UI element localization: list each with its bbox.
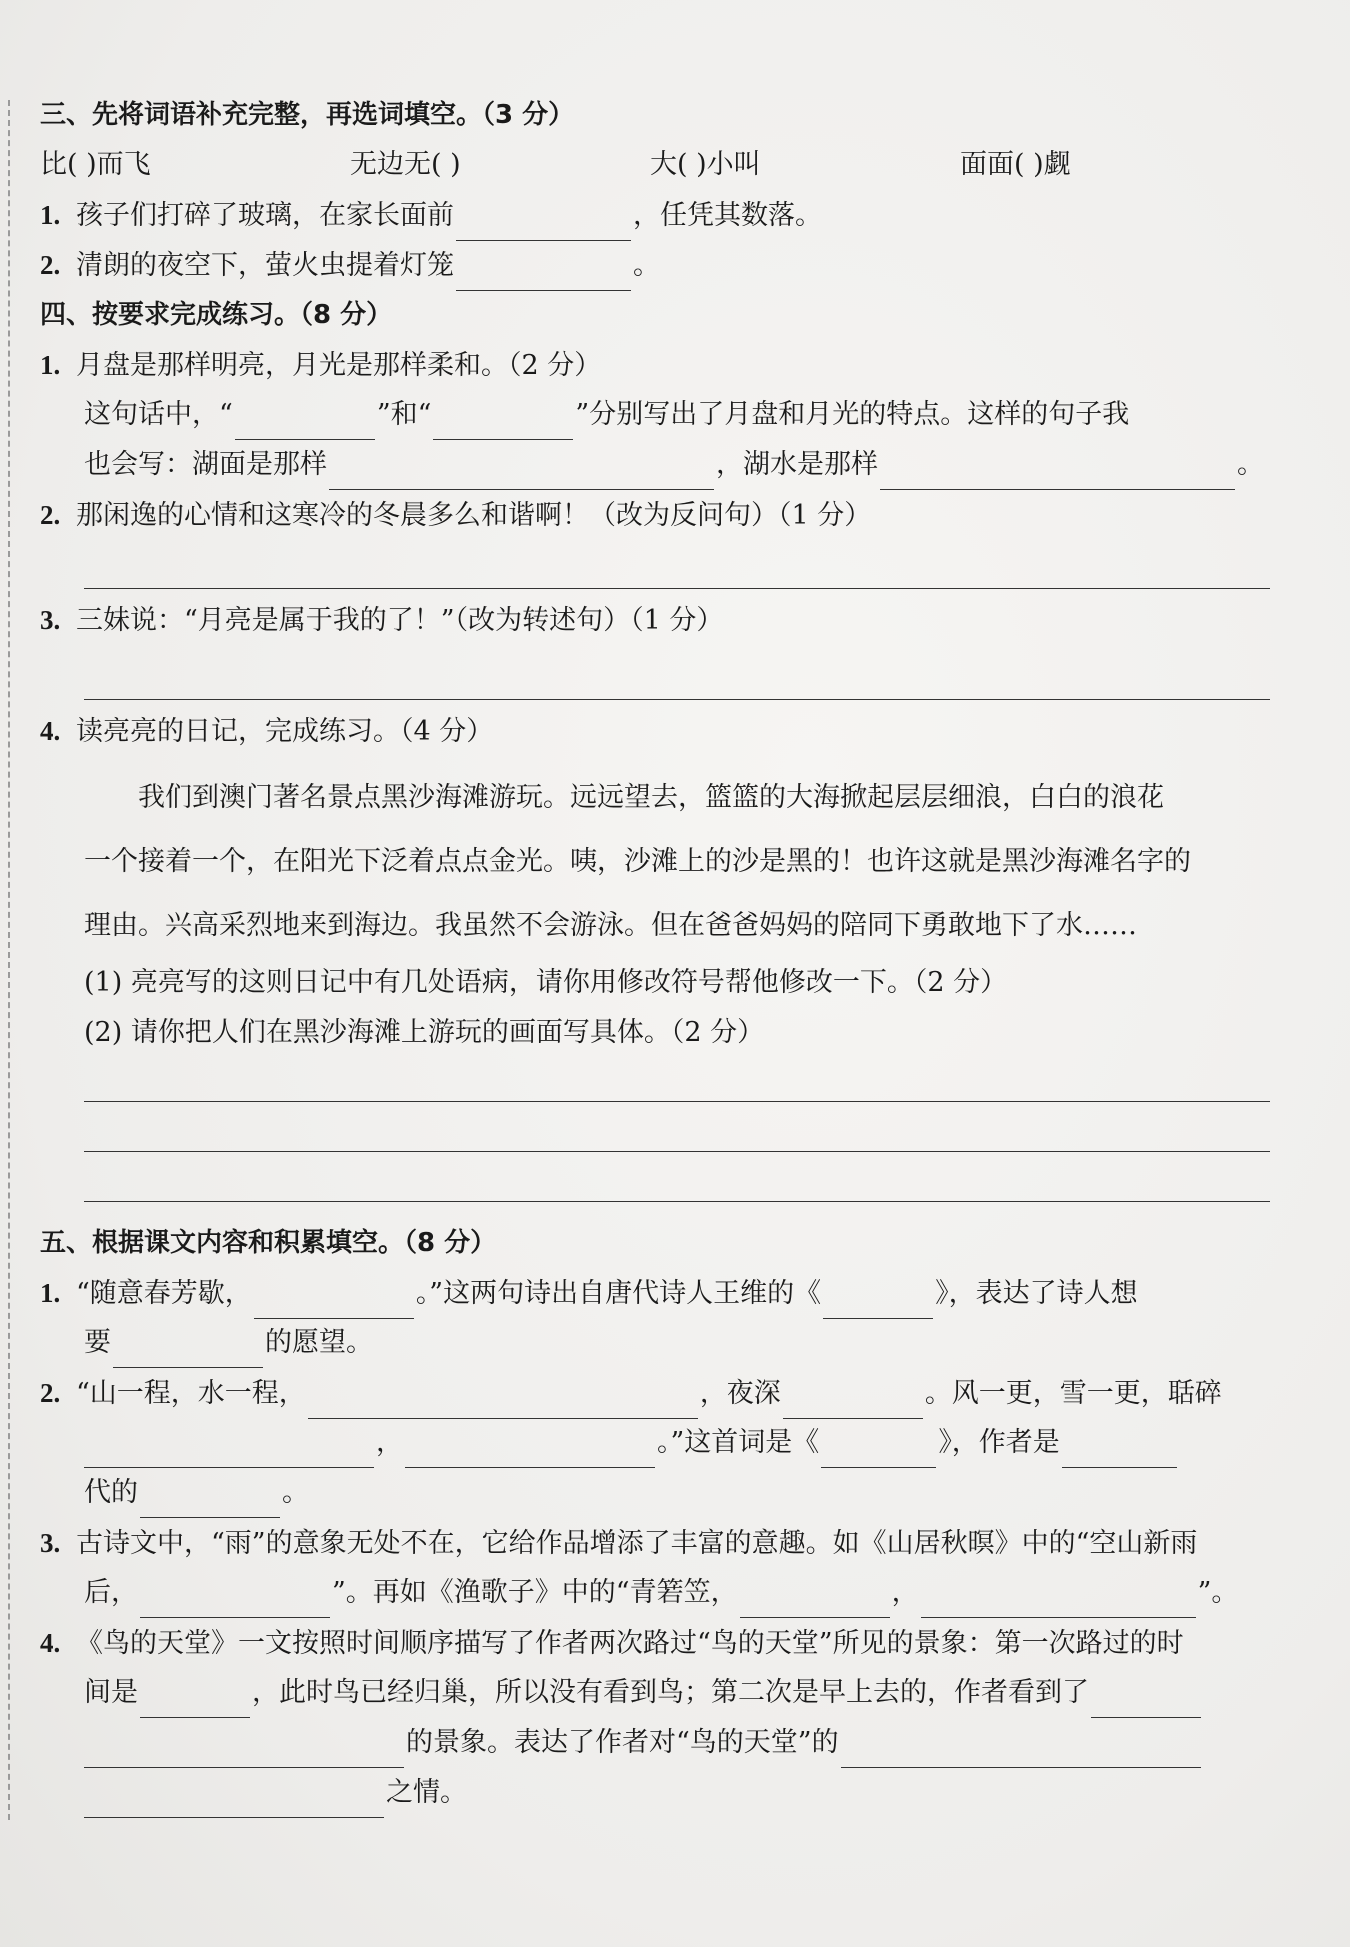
s5-q2-line2: ， 。”这首词是《 》，作者是: [40, 1418, 1270, 1468]
binding-margin-line: [8, 100, 10, 1820]
answer-blank[interactable]: [140, 1585, 330, 1618]
answer-blank[interactable]: [823, 1286, 933, 1319]
answer-line[interactable]: [40, 1108, 1270, 1158]
diary-line-2: 一个接着一个，在阳光下泛着点点金光。咦，沙滩上的沙是黑的！也许这就是黑沙海滩名字的: [84, 846, 1191, 877]
answer-line[interactable]: [40, 1058, 1270, 1108]
answer-blank[interactable]: [740, 1585, 890, 1618]
answer-blank[interactable]: [921, 1585, 1196, 1618]
s4-q1-line2: 这句话中，“ ”和“ ”分别写出了月盘和月光的特点。这样的句子我: [40, 390, 1270, 440]
answer-blank[interactable]: [84, 1435, 374, 1468]
answer-blank[interactable]: [1062, 1435, 1177, 1468]
s5-q4-line2: 间是 ，此时鸟已经归巢，所以没有看到鸟；第二次是早上去的，作者看到了: [40, 1668, 1270, 1718]
s4-q4-sub-1: (1) 亮亮写的这则日记中有几处语病，请你用修改符号帮他修改一下。（2 分）: [84, 967, 1008, 998]
answer-blank[interactable]: [329, 457, 714, 490]
s4-question-4: 4. 读亮亮的日记，完成练习。（4 分）: [40, 716, 494, 747]
word-choice-1: 比( )而飞: [40, 149, 151, 180]
s4-question-3: 3. 三妹说：“月亮是属于我的了！”（改为转述句）（1 分）: [40, 605, 724, 636]
section-3-title: 三、先将词语补充完整，再选词填空。（3 分）: [40, 100, 575, 130]
answer-blank[interactable]: [456, 258, 631, 291]
diary-line-3: 理由。兴高采烈地来到海边。我虽然不会游泳。但在爸爸妈妈的陪同下勇敢地下了水……: [84, 910, 1137, 941]
answer-blank[interactable]: [308, 1386, 698, 1419]
s5-q1-line2: 要 的愿望。: [40, 1318, 1270, 1368]
word-choice-3: 大( )小叫: [650, 149, 761, 180]
answer-line[interactable]: [40, 651, 1270, 706]
s3-question-1: 1. 孩子们打碎了玻璃，在家长面前 ，任凭其数落。: [40, 190, 1270, 240]
s4-q1-line3: 也会写：湖面是那样 ，湖水是那样 。: [40, 440, 1270, 490]
answer-blank[interactable]: [140, 1685, 250, 1718]
section-5-title: 五、根据课文内容和积累填空。（8 分）: [40, 1228, 497, 1258]
answer-blank[interactable]: [880, 457, 1235, 490]
s5-q2-line3: 代的 。: [40, 1468, 1270, 1518]
s3-question-2: 2. 清朗的夜空下，萤火虫提着灯笼 。: [40, 240, 1270, 290]
answer-blank[interactable]: [140, 1485, 280, 1518]
diary-passage: [40, 766, 1270, 958]
section-4-title: 四、按要求完成练习。（8 分）: [40, 300, 393, 330]
s5-q4-line3: 的景象。表达了作者对“鸟的天堂”的: [40, 1718, 1270, 1768]
answer-blank[interactable]: [456, 208, 631, 241]
s5-question-2: 2. “山一程，水一程， ，夜深 。风一更，雪一更，聒碎: [40, 1368, 1270, 1418]
answer-blank[interactable]: [405, 1435, 655, 1468]
answer-blank[interactable]: [235, 407, 375, 440]
s4-question-2: 2. 那闲逸的心情和这寒冷的冬晨多么和谐啊！（改为反问句）（1 分）: [40, 500, 872, 531]
s5-q3-line2: 后， ”。再如《渔歌子》中的“青箬笠， ， ”。: [40, 1568, 1270, 1618]
worksheet-content: [40, 90, 1270, 1818]
answer-blank[interactable]: [433, 407, 573, 440]
answer-blank[interactable]: [113, 1335, 263, 1368]
word-choice-2: 无边无( ): [350, 149, 461, 180]
answer-blank[interactable]: [821, 1435, 936, 1468]
word-choices: [40, 140, 1270, 190]
s5-question-4: 4. 《鸟的天堂》一文按照时间顺序描写了作者两次路过“鸟的天堂”所见的景象：第一次路过的时: [40, 1628, 1184, 1659]
answer-blank[interactable]: [783, 1386, 923, 1419]
answer-line[interactable]: [40, 540, 1270, 595]
answer-blank[interactable]: [84, 1785, 384, 1818]
s5-q4-line4: 之情。: [40, 1768, 1270, 1818]
answer-blank[interactable]: [1091, 1685, 1201, 1718]
answer-blank[interactable]: [254, 1286, 414, 1319]
s4-q4-sub-2: (2) 请你把人们在黑沙海滩上游玩的画面写具体。（2 分）: [84, 1017, 765, 1048]
answer-line[interactable]: [40, 1158, 1270, 1208]
s5-question-1: 1. “随意春芳歇， 。”这两句诗出自唐代诗人王维的《 》，表达了诗人想: [40, 1268, 1270, 1318]
diary-line-1: 我们到澳门著名景点黑沙海滩游玩。远远望去，篮篮的大海掀起层层细浪，白白的浪花: [138, 782, 1164, 813]
word-choice-4: 面面( )觑: [960, 149, 1071, 180]
s5-question-3: 3. 古诗文中，“雨”的意象无处不在，它给作品增添了丰富的意趣。如《山居秋暝》中的“空山新雨: [40, 1528, 1198, 1559]
answer-blank[interactable]: [841, 1735, 1201, 1768]
answer-blank[interactable]: [84, 1735, 404, 1768]
s4-question-1: 1. 月盘是那样明亮，月光是那样柔和。（2 分）: [40, 350, 602, 381]
